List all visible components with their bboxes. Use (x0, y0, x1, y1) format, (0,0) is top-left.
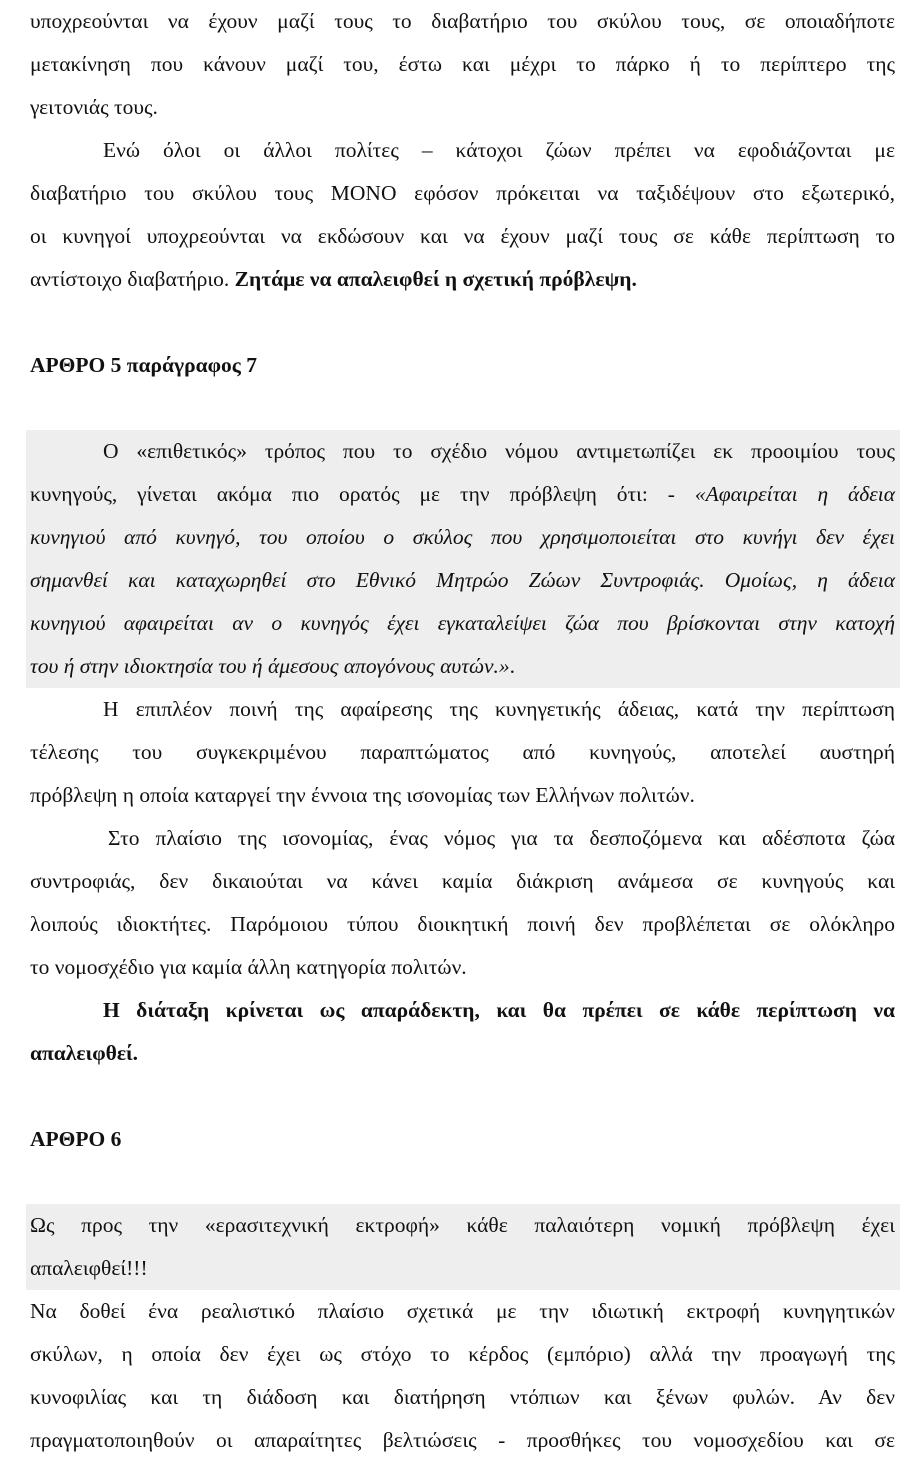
text-line: Στο πλαίσιο της ισονομίας, ένας νόμος για τα δεσποζόμενα και αδέσποτα ζώα (108, 826, 895, 850)
text-line (30, 602, 895, 645)
text-line: γειτονιάς τους. (30, 95, 158, 119)
article-6-heading: ΑΡΘΡΟ 6 (30, 1127, 122, 1151)
spacer (30, 1161, 895, 1204)
italic-quote: σημανθεί και καταχωρηθεί στο Εθνικό Μητρώο Ζώων Συντροφιάς. Ομοίως, η άδεια (30, 568, 895, 592)
text-line: πραγματοποιηθούν οι απαραίτητες βελτιώσεις - προσθήκες του νομοσχεδίου και σε (30, 1428, 895, 1452)
text-line (30, 258, 895, 301)
text-run: αντίστοιχο διαβατήριο. (30, 267, 230, 291)
bold-conclusion: απαλειφθεί. (30, 1041, 139, 1065)
bold-request: Ζητάμε να απαλειφθεί η σχετική πρόβλεψη. (234, 267, 637, 291)
italic-quote: κυνηγιού από κυνηγό, του οποίου ο σκύλος που χρησιμοποιείται στο κυνήγι δεν έχει (30, 525, 895, 549)
text-line: συντροφιάς, δεν δικαιούται να κάνει καμία διάκριση ανάμεσα σε κυνηγούς και (30, 869, 895, 893)
text-line: Ο «επιθετικός» τρόπος που το σχέδιο νόμου αντιμετωπίζει εκ προοιμίου τους (103, 439, 895, 463)
text-line: Ως προς την «ερασιτεχνική εκτροφή» κάθε παλαιότερη νομική πρόβλεψη έχει (30, 1213, 895, 1237)
text-line (30, 516, 895, 559)
text-line: πρόβλεψη η οποία καταργεί την έννοια της ισονομίας των Ελλήνων πολιτών. (30, 783, 695, 807)
highlighted-block (26, 1204, 900, 1290)
italic-quote: «Αφαιρείται η άδεια (694, 482, 895, 506)
highlighted-quote-block (26, 430, 900, 688)
document-page (30, 0, 895, 1462)
text-line: σκύλων, η οποία δεν έχει ως στόχο το κέρδος (εμπόριο) αλλά την προαγωγή της (30, 1342, 895, 1366)
text-line (30, 1032, 895, 1075)
article-5-heading: ΑΡΘΡΟ 5 παράγραφος 7 (30, 353, 257, 377)
text-run: κυνηγούς, γίνεται ακόμα πιο ορατός με την πρόβλεψη ότι: - (30, 482, 675, 506)
text-line (30, 473, 895, 516)
text-line: το νομοσχέδιο για καμία άλλη κατηγορία πολιτών. (30, 955, 467, 979)
text-line: κυνοφιλίας και τη διάδοση και διατήρηση ντόπιων και ξένων φυλών. Αν δεν (30, 1385, 895, 1409)
text-line: Η επιπλέον ποινή της αφαίρεσης της κυνηγετικής άδειας, κατά την περίπτωση (103, 697, 895, 721)
text-line (30, 559, 895, 602)
text-line (30, 989, 895, 1032)
text-line: λοιπούς ιδιοκτήτες. Παρόμοιου τύπου διοικητική ποινή δεν προβλέπεται σε ολόκληρο (30, 912, 895, 936)
bold-conclusion: Η διάταξη κρίνεται ως απαράδεκτη, και θα πρέπει σε κάθε περίπτωση να (103, 998, 895, 1022)
text-line: απαλειφθεί!!! (30, 1256, 148, 1280)
text-line: υποχρεούνται να έχουν μαζί τους το διαβατήριο του σκύλου τους, σε οποιαδήποτε (30, 9, 895, 33)
text-run: . (509, 654, 515, 678)
italic-quote: κυνηγιού αφαιρείται αν ο κυνηγός έχει εγκαταλείψει ζώα που βρίσκονται στην κατοχή (30, 611, 895, 635)
text-line: τέλεσης του συγκεκριμένου παραπτώματος από κυνηγούς, αποτελεί αυστηρή (30, 740, 895, 764)
spacer (30, 1075, 895, 1118)
italic-quote: του ή στην ιδιοκτησία του ή άμεσους απογόνους αυτών.» (30, 654, 510, 678)
text-line: Να δοθεί ένα ρεαλιστικό πλαίσιο σχετικά με την ιδιωτική εκτροφή κυνηγητικών (30, 1299, 895, 1323)
spacer (30, 387, 895, 430)
text-line: Ενώ όλοι οι άλλοι πολίτες – κάτοχοι ζώων πρέπει να εφοδιάζονται με (103, 138, 895, 162)
text-line: διαβατήριο του σκύλου τους ΜΟΝΟ εφόσον πρόκειται να ταξιδέψουν στο εξωτερικό, (30, 181, 895, 205)
text-line: οι κυνηγοί υποχρεούνται να εκδώσουν και να έχουν μαζί τους σε κάθε περίπτωση το (30, 224, 895, 248)
text-line: μετακίνηση που κάνουν μαζί του, έστω και μέχρι το πάρκο ή το περίπτερο της (30, 52, 895, 76)
text-line (30, 645, 895, 688)
spacer (30, 301, 895, 344)
